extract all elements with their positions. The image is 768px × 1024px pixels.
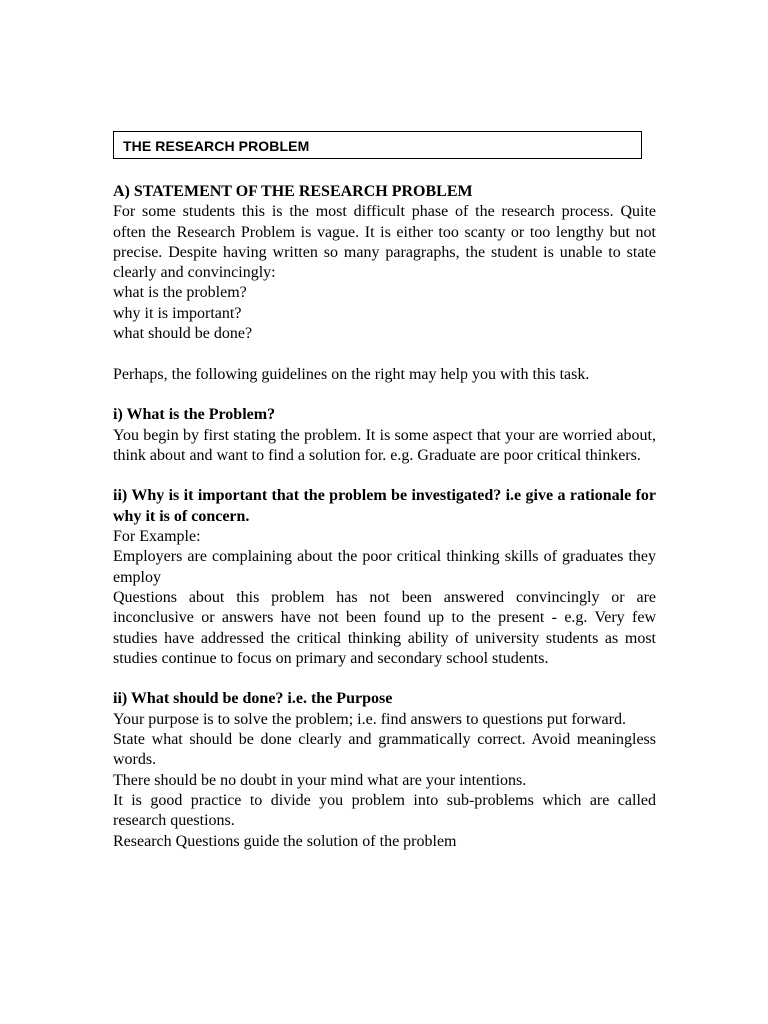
- purpose-point: Research Questions guide the solution of the problem: [113, 832, 457, 850]
- paragraph-spacer: [113, 466, 656, 486]
- guideline-note: Perhaps, the following guidelines on the right may help you with this task.: [113, 365, 590, 383]
- purpose-point: There should be no doubt in your mind what are your intentions.: [113, 771, 527, 789]
- paragraph-spacer: [113, 669, 656, 689]
- title-box: [113, 131, 642, 159]
- paragraph-spacer: [113, 385, 656, 405]
- rationale-point: Questions about this problem has not been answered convincingly or are inconclusive or answers have not been found up to the present - e.g. Very few studies have addressed the critical thinking ability of university students as most studies continue to focus on primary and secondary school students.: [113, 588, 656, 667]
- paragraph-spacer: [113, 344, 656, 364]
- section-a-intro: For some students this is the most difficult phase of the research process. Quite often the Research Problem is vague. It is either too scanty or too lengthy but not precise. Despite having written so many paragraphs, the student is unable to state clearly and convincingly:: [113, 203, 656, 282]
- part-iii-heading: ii) What should be done? i.e. the Purpose: [113, 690, 393, 708]
- part-i-body: You begin by first stating the problem. It is some aspect that your are worried about, think about and want to find a solution for. e.g. Graduate are poor critical thinkers.: [113, 426, 656, 464]
- part-i-heading: i) What is the Problem?: [113, 406, 276, 424]
- purpose-point: State what should be done clearly and grammatically correct. Avoid meaningless words.: [113, 731, 656, 769]
- document-body: [113, 182, 656, 852]
- question-item: what should be done?: [113, 325, 253, 343]
- example-label: For Example:: [113, 528, 201, 546]
- question-item: what is the problem?: [113, 284, 247, 302]
- purpose-point: It is good practice to divide you problem into sub-problems which are called research questions.: [113, 791, 656, 830]
- document-title: THE RESEARCH PROBLEM: [123, 138, 310, 154]
- question-item: why it is important?: [113, 304, 242, 322]
- rationale-point: Employers are complaining about the poor critical thinking skills of graduates they employ: [113, 548, 656, 586]
- part-ii-heading: ii) Why is it important that the problem be investigated? i.e give a rationale for why it is of concern.: [113, 487, 656, 525]
- section-a-heading: A) STATEMENT OF THE RESEARCH PROBLEM: [113, 183, 473, 200]
- purpose-point: Your purpose is to solve the problem; i.e. find answers to questions put forward.: [113, 710, 626, 728]
